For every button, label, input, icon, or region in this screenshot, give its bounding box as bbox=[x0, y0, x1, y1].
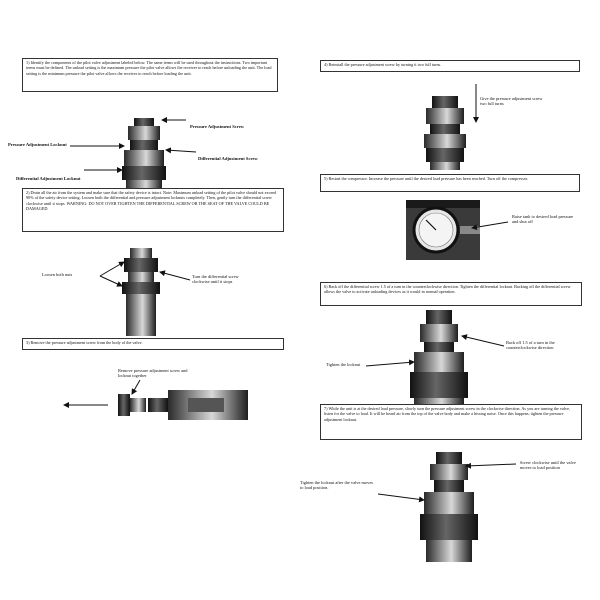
caption-two-full-turns: Give the pressure adjustment screw two full turns bbox=[480, 96, 543, 107]
step-7-text: 7) While the unit is at the desired load pressure, slowly turn the pressure adjustment screw in the clockwise direction. As you are turning the valve, listen for the valve to load. It will be heard air from the top of the valve body and make a hissing noise. Once this happens, tighten the pressure adjustment locknut. bbox=[324, 406, 570, 422]
valve-photo-1 bbox=[122, 118, 166, 188]
step-3-text: 3) Remove the pressure adjustment screw from the body of the valve. bbox=[26, 340, 143, 345]
step-5-text: 5) Restart the compressor. Increase the pressure until the desired load pressure has been reached. Turn off the compressor. bbox=[324, 176, 529, 181]
step-7-box bbox=[320, 404, 582, 440]
valve-photo-6 bbox=[420, 452, 478, 562]
step-2-text: 2) Drain all the air from the system and make sure that the safety device is intact. Note: Maximum unload setting of the pilot valve should not exceed 90% of the safety device setting. Loosen both the differential and pressure adjustment locknuts completely. Then, gently turn the differential screw clockwise until it stops. WARNING: DO NOT OVER TIGHTEN THE DIFFERENTIAL SCREW OR THE SEAT OF THE VALVE COULD BE DAMAGED. bbox=[26, 190, 277, 212]
step-6-text: 6) Back off the differential screw 1.5 of a turn in the counterclockwise direction. Tighten the differential locknut. Backing off the differential screw allows the valve to activate unloading devices as it would in normal operation. bbox=[324, 284, 571, 295]
caption-remove-screw: Remove pressure adjustment screw and locknut together bbox=[118, 368, 188, 379]
caption-tighten-locknut: Tighten the locknut bbox=[326, 362, 361, 367]
step-4-box bbox=[320, 60, 580, 72]
caption-screw-clockwise: Screw clockwise until the valve moves to load position bbox=[520, 460, 576, 471]
step-2-box bbox=[22, 188, 284, 232]
step-5-box bbox=[320, 174, 580, 192]
caption-loosen-both-nuts: Loosen both nuts bbox=[42, 272, 73, 277]
caption-back-off: Back off 1.5 of a turn in the counterclockwise direction bbox=[506, 340, 555, 351]
step-1-text: 1) Identify the components of the pilot valve adjustment labeled below. The same terms will be used throughout the instructions. Two important terms must be defined. The unload setting is the maximum pressure the pilot valve allows the receiver to reach before unloading the unit. The load setting is the minimum pressure the pilot valve allows the receiver to reach before loading the unit. bbox=[26, 60, 272, 76]
label-differential-adjustment-screw: Differential Adjustment Screw bbox=[198, 156, 258, 161]
label-differential-adjustment-locknut: Differential Adjustment Locknut bbox=[16, 176, 81, 181]
gauge-photo bbox=[406, 200, 480, 260]
label-pressure-adjustment-locknut: Pressure Adjustment Locknut bbox=[8, 142, 67, 147]
label-pressure-adjustment-screw: Pressure Adjustment Screw bbox=[190, 124, 245, 129]
caption-tighten-after: Tighten the locknut after the valve moves to load position. bbox=[300, 480, 373, 491]
valve-photo-4 bbox=[424, 96, 466, 170]
valve-photo-2 bbox=[122, 248, 160, 336]
caption-raise-tank: Raise tank to desired load pressure and shut off bbox=[512, 214, 574, 225]
step-6-box bbox=[320, 282, 582, 306]
valve-photo-5 bbox=[410, 310, 468, 408]
step-3-box bbox=[22, 338, 284, 350]
step-4-text: 4) Reinstall the pressure adjustment screw by turning it two full turns. bbox=[324, 62, 442, 67]
step-1-box bbox=[22, 58, 278, 92]
caption-turn-differential: Turn the differential screw clockwise until it stops bbox=[192, 274, 239, 285]
valve-photo-3 bbox=[118, 390, 248, 420]
